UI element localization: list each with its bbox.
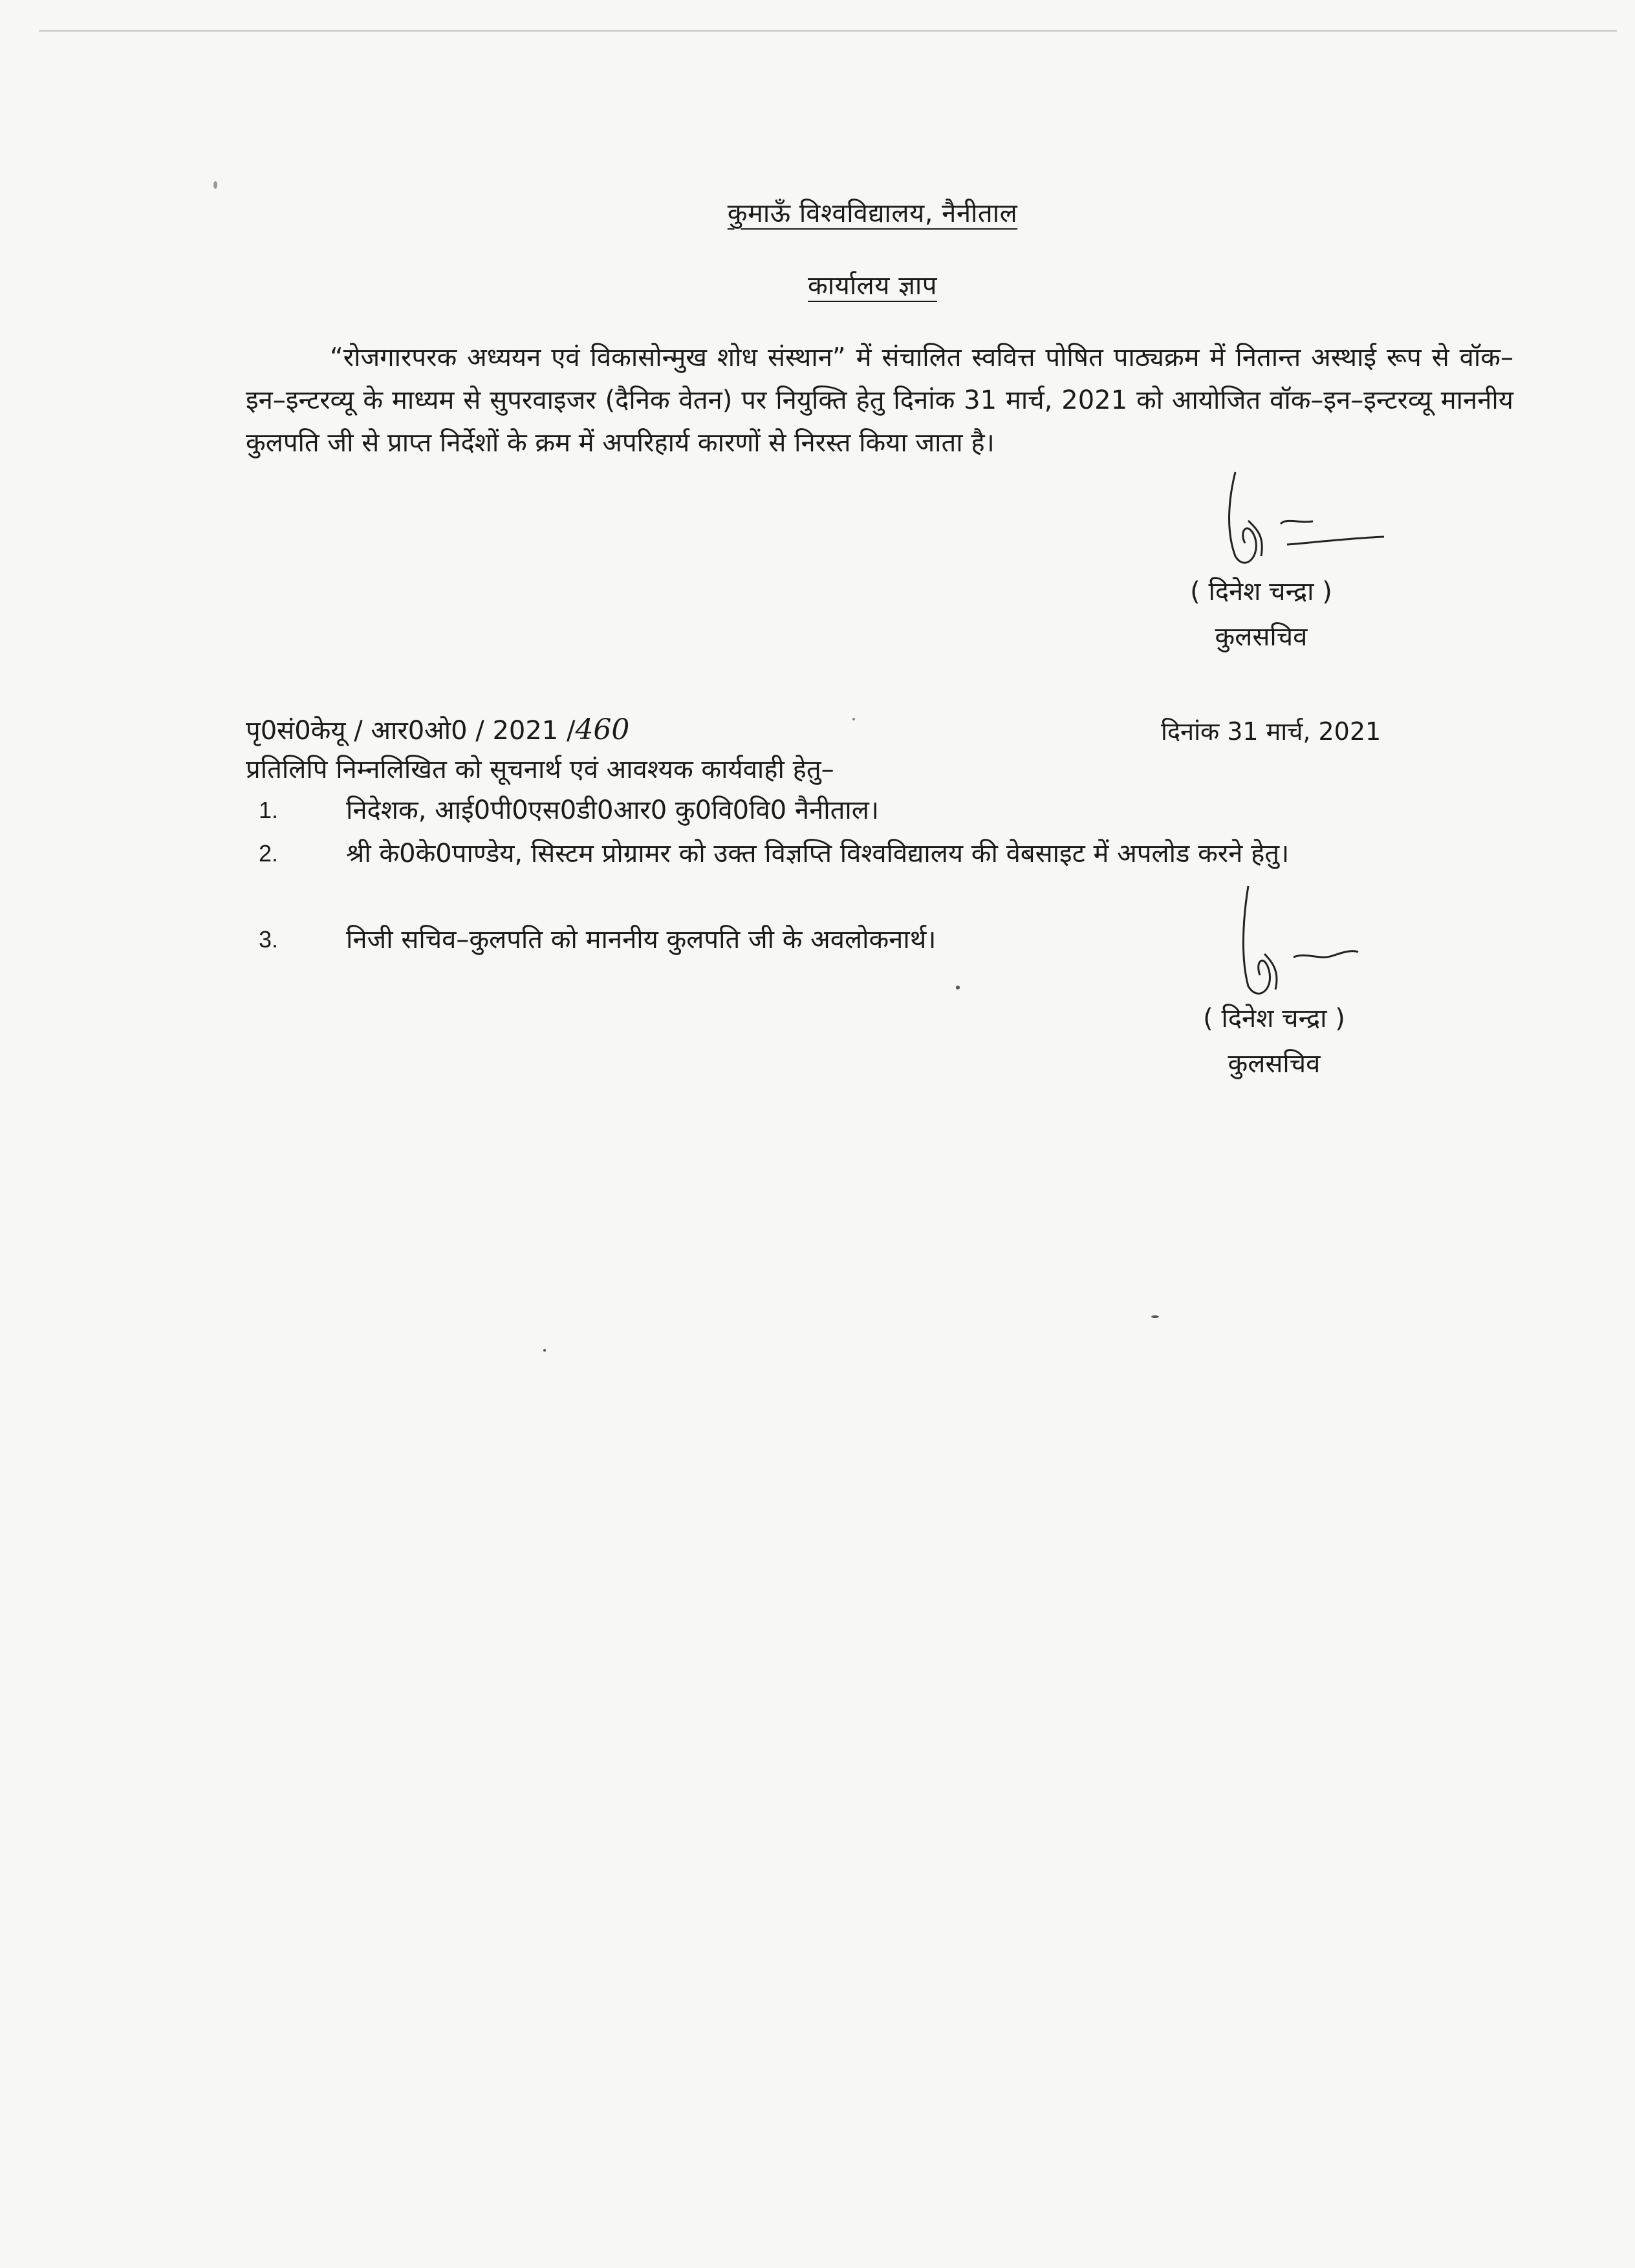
list-item <box>246 832 1513 875</box>
reference-number-printed: पृ0सं0केयू / आर0ओ0 / 2021 / <box>246 716 576 746</box>
list-item <box>246 789 1513 832</box>
signature-1-image <box>1209 459 1403 582</box>
document-date: दिनांक 31 मार्च, 2021 <box>1161 717 1381 746</box>
signatory-designation-1: कुलसचिव <box>1215 622 1308 652</box>
reference-number <box>246 711 629 747</box>
copy-to-intro: प्रतिलिपि निम्नलिखित को सूचनार्थ एवं आवश्यक कार्यवाही हेतु– <box>246 755 834 784</box>
list-item-text: निदेशक, आई0पी0एस0डी0आर0 कु0वि0वि0 नैनीताल। <box>346 795 880 825</box>
scan-speck <box>543 1349 546 1352</box>
university-title <box>0 194 1635 230</box>
university-title-text: कुमाऊँ विश्वविद्यालय, नैनीताल <box>727 199 1018 228</box>
scan-speck <box>852 718 855 720</box>
signature-2-image <box>1229 880 1397 1009</box>
signatory-name-2: ( दिनेश चन्द्रा ) <box>1203 1004 1345 1033</box>
signature-block-1 <box>1138 569 1384 660</box>
signatory-name-1: ( दिनेश चन्द्रा ) <box>1190 577 1332 607</box>
signature-block-2 <box>1151 996 1397 1086</box>
reference-number-handwritten: 460 <box>575 713 630 746</box>
scan-speck <box>1151 1315 1159 1318</box>
memo-title <box>0 266 1635 302</box>
memo-title-text: कार्यालय ज्ञाप <box>808 271 937 301</box>
list-item-text: निजी सचिव–कुलपति को माननीय कुलपति जी के अवलोकनार्थ। <box>346 925 937 955</box>
memo-body-paragraph: “रोजगारपरक अध्ययन एवं विकासोन्मुख शोध संस्थान” में संचालित स्ववित्त पोषित पाठ्यक्रम में नितान्त अस्थाई रूप से वॉक–इन–इन्टरव्यू के माध्यम से सुपरवाइजर (दैनिक वेतन) पर नियुक्ति हेतु दिनांक 31 मार्च, 2021 को आयोजित वॉक–इन–इन्टरव्यू माननीय कुलपति जी से प्राप्त निर्देशों के क्रम में अपरिहार्य कारणों से निरस्त किया जाता है। <box>246 343 1513 458</box>
list-item-number: 2. <box>259 840 279 867</box>
scan-speck <box>956 986 960 989</box>
list-item-number: 1. <box>259 797 279 823</box>
list-item-text: श्री के0के0पाण्डेय, सिस्टम प्रोग्रामर को उक्त विज्ञप्ति विश्वविद्यालय की वेबसाइट में अपलोड करने हेतु। <box>346 839 1290 869</box>
list-item-number: 3. <box>259 926 279 953</box>
scan-speck <box>213 181 217 189</box>
signatory-designation-2: कुलसचिव <box>1228 1049 1321 1079</box>
